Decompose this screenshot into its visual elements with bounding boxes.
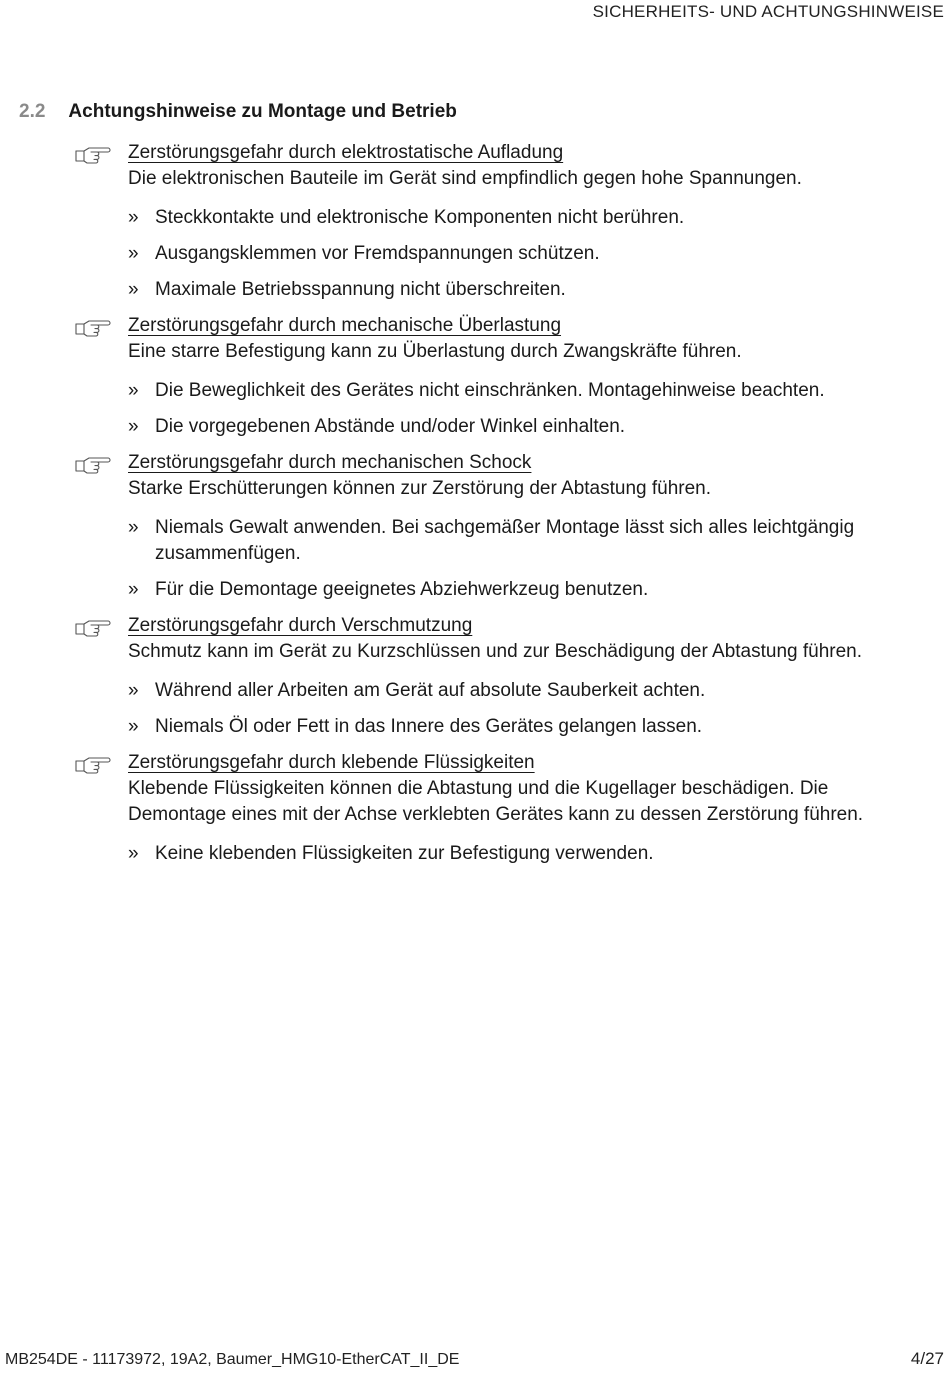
action-item — [128, 678, 931, 704]
note-description: Die elektronischen Bauteile im Gerät sind empfindlich gegen hohe Spannungen. — [128, 168, 802, 189]
section-title: Achtungshinweise zu Montage und Betrieb — [68, 101, 457, 122]
action-list — [0, 678, 950, 740]
action-text: Während aller Arbeiten am Gerät auf absolute Sauberkeit achten. — [155, 680, 706, 701]
note-description: Klebende Flüssigkeiten können die Abtastung und die Kugellager beschädigen. Die Demontage eines mit der Achse verklebten Gerätes kann zu dessen Zerstörung führen. — [128, 778, 864, 825]
action-text: Die Beweglichkeit des Gerätes nicht einschränken. Montagehinweise beachten. — [155, 380, 825, 401]
note-title: Zerstörungsgefahr durch mechanischen Schock — [128, 452, 532, 473]
action-marker: » — [128, 416, 139, 437]
note-title: Zerstörungsgefahr durch mechanische Überlastung — [128, 315, 562, 336]
action-list — [0, 841, 950, 867]
pointing-hand-icon — [75, 143, 111, 165]
action-text: Maximale Betriebsspannung nicht überschreiten. — [155, 279, 566, 300]
pointing-hand-icon — [75, 316, 111, 338]
action-item — [128, 515, 931, 567]
attention-notes-list — [0, 140, 950, 877]
action-text: Keine klebenden Flüssigkeiten zur Befestigung verwenden. — [155, 843, 654, 864]
action-item — [128, 841, 931, 867]
footer-page-number: 4/27 — [910, 1349, 944, 1368]
action-text: Ausgangsklemmen vor Fremdspannungen schützen. — [155, 243, 600, 264]
note-title: Zerstörungsgefahr durch Verschmutzung — [128, 615, 473, 636]
attention-note — [0, 140, 950, 303]
action-marker: » — [128, 207, 139, 228]
action-marker: » — [128, 279, 139, 300]
action-marker: » — [128, 716, 139, 737]
attention-note — [0, 613, 950, 740]
action-marker: » — [128, 843, 139, 864]
note-title: Zerstörungsgefahr durch elektrostatische Aufladung — [128, 142, 564, 163]
pointing-hand-icon — [75, 616, 111, 638]
pointing-hand-icon — [75, 453, 111, 475]
note-description: Starke Erschütterungen können zur Zerstörung der Abtastung führen. — [128, 478, 712, 499]
action-list — [0, 205, 950, 303]
action-item — [128, 577, 931, 603]
action-item — [128, 378, 931, 404]
action-item — [128, 714, 931, 740]
action-text: Steckkontakte und elektronische Komponenten nicht berühren. — [155, 207, 685, 228]
action-item — [128, 414, 931, 440]
note-title: Zerstörungsgefahr durch klebende Flüssigkeiten — [128, 752, 535, 773]
attention-note — [0, 750, 950, 867]
action-text: Niemals Gewalt anwenden. Bei sachgemäßer Montage lässt sich alles leichtgängig zusammenfügen. — [155, 517, 855, 564]
note-description: Eine starre Befestigung kann zu Überlastung durch Zwangskräfte führen. — [128, 341, 742, 362]
attention-note — [0, 313, 950, 440]
action-item — [128, 205, 931, 231]
action-item — [128, 277, 931, 303]
action-text: Für die Demontage geeignetes Abziehwerkzeug benutzen. — [155, 579, 649, 600]
section-heading — [19, 101, 457, 123]
footer-document-id: MB254DE - 11173972, 19A2, Baumer_HMG10-EtherCAT_II_DE — [5, 1351, 460, 1368]
action-list — [0, 378, 950, 440]
action-marker: » — [128, 579, 139, 600]
note-description: Schmutz kann im Gerät zu Kurzschlüssen und zur Beschädigung der Abtastung führen. — [128, 641, 863, 662]
running-header: SICHERHEITS- UND ACHTUNGSHINWEISE — [592, 2, 944, 21]
attention-note — [0, 450, 950, 603]
action-marker: » — [128, 517, 139, 538]
pointing-hand-icon — [75, 753, 111, 775]
action-item — [128, 241, 931, 267]
action-marker: » — [128, 243, 139, 264]
action-marker: » — [128, 680, 139, 701]
action-text: Niemals Öl oder Fett in das Innere des Gerätes gelangen lassen. — [155, 716, 703, 737]
action-marker: » — [128, 380, 139, 401]
section-number: 2.2 — [19, 101, 46, 122]
action-text: Die vorgegebenen Abstände und/oder Winkel einhalten. — [155, 416, 626, 437]
action-list — [0, 515, 950, 603]
